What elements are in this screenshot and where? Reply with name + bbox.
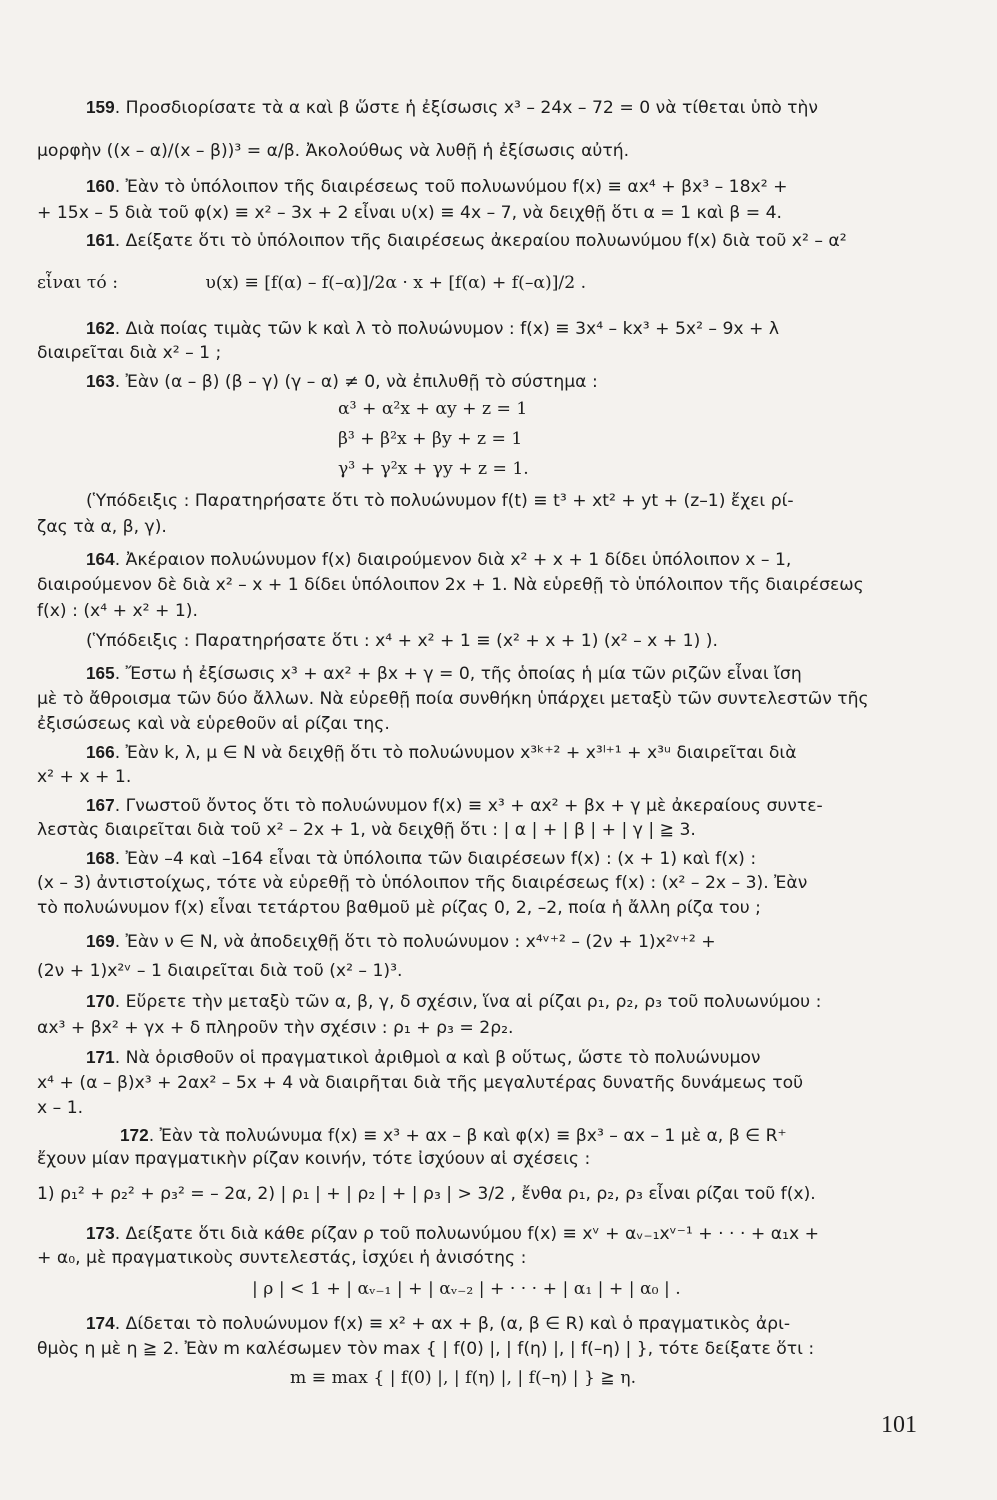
system-eq-3: γ³ + γ²x + γy + z = 1. xyxy=(338,459,529,479)
problem-160-line-1: 160. Ἐὰν τὸ ὑπόλοιπον τῆς διαιρέσεως τοῦ πολυωνύμου f(x) ≡ αx⁴ + βx³ – 18x² + xyxy=(86,176,788,197)
system-eq-2: β³ + β²x + βy + z = 1 xyxy=(338,429,523,449)
problem-166-line-2: x² + x + 1. xyxy=(37,767,132,787)
problem-168-line-1: 168. Ἐὰν –4 καὶ –164 εἶναι τὰ ὑπόλοιπα τῶν διαιρέσεων f(x) : (x + 1) καὶ f(x) : xyxy=(86,848,757,869)
problem-167-line-2: λεστὰς διαιρεῖται διὰ τοῦ x² – 2x + 1, νὰ δειχθῇ ὅτι : | α | + | β | + | γ | ≧ 3. xyxy=(37,820,696,840)
hint-163-line-1: (Ὑπόδειξις : Παρατηρήσατε ὅτι τὸ πολυώνυμον f(t) ≡ t³ + xt² + yt + (z–1) ἔχει ρί- xyxy=(86,491,794,511)
problem-161-formula: εἶναι τό : υ(x) ≡ [f(α) – f(–α)]/2α · x + [f(α) + f(–α)]/2 . xyxy=(37,273,587,293)
problem-165-line-1: 165. Ἔστω ἡ ἐξίσωσις x³ + αx² + βx + γ = 0, τῆς ὁποίας ἡ μία τῶν ριζῶν εἶναι ἴση xyxy=(86,663,802,684)
problem-164-line-3: f(x) : (x⁴ + x² + 1). xyxy=(37,601,198,621)
problem-161-line-1: 161. Δείξατε ὅτι τὸ ὑπόλοιπον τῆς διαιρέσεως ἀκεραίου πολυωνύμου f(x) διὰ τοῦ x² – α² xyxy=(86,230,847,251)
problem-164-line-1: 164. Ἀκέραιον πολυώνυμον f(x) διαιρούμενον διὰ x² + x + 1 δίδει ὑπόλοιπον x – 1, xyxy=(86,549,792,570)
hint-164: (Ὑπόδειξις : Παρατηρήσατε ὅτι : x⁴ + x² + 1 ≡ (x² + x + 1) (x² – x + 1) ). xyxy=(86,631,718,651)
problem-165-line-3: ἐξισώσεως καὶ νὰ εὑρεθοῦν αἱ ρίζαι της. xyxy=(37,714,390,734)
problem-159-line-2: μορφὴν ((x – α)/(x – β))³ = α/β. Ἀκολούθως νὰ λυθῇ ἡ ἐξίσωσις αὐτή. xyxy=(37,141,630,161)
problem-162-line-1: 162. Διὰ ποίας τιμὰς τῶν k καὶ λ τὸ πολυώνυμον : f(x) ≡ 3x⁴ – kx³ + 5x² – 9x + λ xyxy=(86,318,780,339)
system-eq-1: α³ + α²x + αy + z = 1 xyxy=(338,399,528,419)
problem-162-line-2: διαιρεῖται διὰ x² – 1 ; xyxy=(37,343,222,363)
problem-168-line-3: τὸ πολυώνυμον f(x) εἶναι τετάρτου βαθμοῦ μὲ ρίζας 0, 2, –2, ποία ἡ ἄλλη ρίζα του ; xyxy=(37,898,761,918)
problem-169-line-1: 169. Ἐὰν ν ∈ N, νὰ ἀποδειχθῇ ὅτι τὸ πολυώνυμον : x⁴ᵛ⁺² – (2ν + 1)x²ᵛ⁺² + xyxy=(86,931,716,952)
hint-163-line-2: ζας τὰ α, β, γ). xyxy=(37,517,167,537)
problem-174-conclusion: m ≡ max { | f(0) |, | f(η) |, | f(–η) | } ≧ η. xyxy=(290,1368,637,1388)
page-number: 101 xyxy=(881,1412,917,1438)
problem-172-line-1: 172. Ἐὰν τὰ πολυώνυμα f(x) ≡ x³ + αx – β καὶ φ(x) ≡ βx³ – αx – 1 μὲ α, β ∈ R⁺ xyxy=(120,1125,787,1146)
problem-169-line-2: (2ν + 1)x²ᵛ – 1 διαιρεῖται διὰ τοῦ (x² – 1)³. xyxy=(37,961,403,981)
problem-172-line-3: 1) ρ₁² + ρ₂² + ρ₃² = – 2α, 2) | ρ₁ | + | ρ₂ | + | ρ₃ | > 3/2 , ἔνθα ρ₁, ρ₂, ρ₃ εἶναι ρίζαι τοῦ f(x). xyxy=(37,1184,816,1204)
problem-168-line-2: (x – 3) ἀντιστοίχως, τότε νὰ εὑρεθῇ τὸ ὑπόλοιπον τῆς διαιρέσεως f(x) : (x² – 2x – 3). Ἐὰν xyxy=(37,873,808,893)
problem-164-line-2: διαιρούμενον δὲ διὰ x² – x + 1 δίδει ὑπόλοιπον 2x + 1. Νὰ εὑρεθῇ τὸ ὑπόλοιπον τῆς διαιρέσεως xyxy=(37,575,864,595)
problem-160-line-2: + 15x – 5 διὰ τοῦ φ(x) ≡ x² – 3x + 2 εἶναι υ(x) ≡ 4x – 7, νὰ δειχθῇ ὅτι α = 1 καὶ β = 4. xyxy=(37,203,782,223)
problem-159-line-1: 159. Προσδιορίσατε τὰ α καὶ β ὥστε ἡ ἐξίσωσις x³ – 24x – 72 = 0 νὰ τίθεται ὑπὸ τὴν xyxy=(86,97,819,118)
problem-166-line-1: 166. Ἐὰν k, λ, μ ∈ N νὰ δειχθῇ ὅτι τὸ πολυώνυμον x³ᵏ⁺² + x³ˡ⁺¹ + x³ᵘ διαιρεῖται διὰ xyxy=(86,742,797,763)
problem-174-line-2: θμὸς η μὲ η ≧ 2. Ἐὰν m καλέσωμεν τὸν max { | f(0) |, | f(η) |, | f(–η) | }, τότε δείξατε ὅτι : xyxy=(37,1339,815,1359)
problem-171-line-1: 171. Νὰ ὁρισθοῦν οἱ πραγματικοὶ ἀριθμοὶ α καὶ β οὕτως, ὥστε τὸ πολυώνυμον xyxy=(86,1047,761,1068)
problem-173-line-2: + α₀, μὲ πραγματικοὺς συντελεστάς, ἰσχύει ἡ ἀνισότης : xyxy=(37,1248,527,1268)
problem-171-line-2: x⁴ + (α – β)x³ + 2αx² – 5x + 4 νὰ διαιρῆται διὰ τῆς μεγαλυτέρας δυνατῆς δυνάμεως τοῦ xyxy=(37,1073,804,1093)
problem-167-line-1: 167. Γνωστοῦ ὄντος ὅτι τὸ πολυώνυμον f(x) ≡ x³ + αx² + βx + γ μὲ ἀκεραίους συντε- xyxy=(86,795,823,816)
problem-number: 159 xyxy=(86,97,115,117)
problem-172-line-2: ἔχουν μίαν πραγματικὴν ρίζαν κοινήν, τότε ἰσχύουν αἱ σχέσεις : xyxy=(37,1149,591,1169)
problem-163-line-1: 163. Ἐὰν (α – β) (β – γ) (γ – α) ≠ 0, νὰ ἐπιλυθῇ τὸ σύστημα : xyxy=(86,371,598,392)
problem-170-line-1: 170. Εὕρετε τὴν μεταξὺ τῶν α, β, γ, δ σχέσιν, ἵνα αἱ ρίζαι ρ₁, ρ₂, ρ₃ τοῦ πολυωνύμου : xyxy=(86,991,822,1012)
problem-173-line-1: 173. Δείξατε ὅτι διὰ κάθε ρίζαν ρ τοῦ πολυωνύμου f(x) ≡ xᵛ + αᵥ₋₁xᵛ⁻¹ + · · · + α₁x + xyxy=(86,1223,820,1244)
problem-170-line-2: αx³ + βx² + γx + δ πληροῦν τὴν σχέσιν : ρ₁ + ρ₃ = 2ρ₂. xyxy=(37,1018,514,1038)
problem-165-line-2: μὲ τὸ ἄθροισμα τῶν δύο ἄλλων. Νὰ εὑρεθῇ ποία συνθήκη ὑπάρχει μεταξὺ τῶν συντελεστῶν τῆς xyxy=(37,689,869,709)
problem-173-inequality: | ρ | < 1 + | αᵥ₋₁ | + | αᵥ₋₂ | + · · · + | α₁ | + | α₀ | . xyxy=(252,1279,681,1299)
problem-174-line-1: 174. Δίδεται τὸ πολυώνυμον f(x) ≡ x² + αx + β, (α, β ∈ R) καὶ ὁ πραγματικὸς ἀρι- xyxy=(86,1313,791,1334)
problem-171-line-3: x – 1. xyxy=(37,1098,84,1118)
